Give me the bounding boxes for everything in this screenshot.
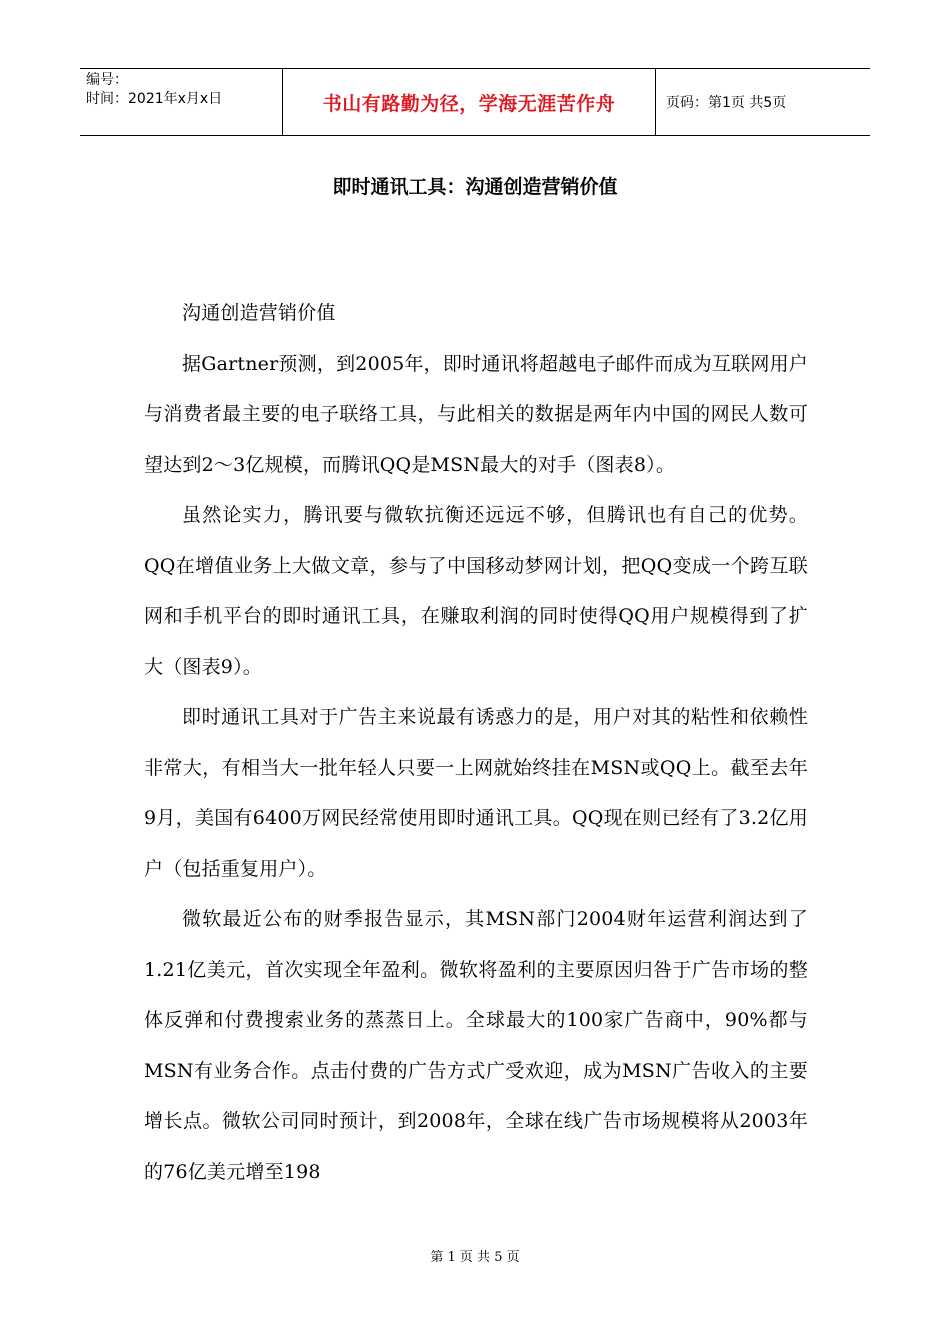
document-body: [144, 288, 808, 1197]
body-paragraph: 沟通创造营销价值: [182, 302, 336, 324]
header-meta: [80, 69, 282, 135]
body-paragraph: 微软最近公布的财季报告显示，其MSN部门2004财年运营利润达到了1.21亿美元，首次实现全年盈利。微软将盈利的主要原因归咎于广告市场的整体反弹和付费搜索业务的蒸蒸日上。全球最大的100家广告商中，90%都与MSN有业务合作。点击付费的广告方式广受欢迎，成为MSN广告收入的主要增长点。微软公司同时预计，到2008年，全球在线广告市场规模将从2003年的76亿美元增至198: [144, 908, 808, 1183]
document-number-label: 编号：: [86, 72, 128, 88]
page-footer: 第 1 页 共 5 页: [430, 1250, 520, 1265]
header-motto: 书山有路勤为径，学海无涯苦作舟: [282, 69, 656, 135]
document-title: 即时通讯工具：沟通创造营销价值: [332, 176, 618, 198]
body-paragraph: 虽然论实力，腾讯要与微软抗衡还远远不够，但腾讯也有自己的优势。QQ在增值业务上大做文章，参与了中国移动梦网计划，把QQ变成一个跨互联网和手机平台的即时通讯工具，在赚取利润的同时使得QQ用户规模得到了扩大（图表9）。: [144, 504, 808, 678]
body-paragraph: 即时通讯工具对于广告主来说最有诱惑力的是，用户对其的粘性和依赖性非常大，有相当大一批年轻人只要一上网就始终挂在MSN或QQ上。截至去年9月，美国有6400万网民经常使用即时通讯工具。QQ现在则已经有了3.2亿用户（包括重复用户）。: [144, 706, 808, 880]
page-header: [80, 68, 870, 136]
header-page-info: 页码：第1页 共5页: [666, 95, 787, 111]
body-paragraph: 据Gartner预测，到2005年，即时通讯将超越电子邮件而成为互联网用户与消费者最主要的电子联络工具，与此相关的数据是两年内中国的网民人数可望达到2～3亿规模，而腾讯QQ是MSN最大的对手（图表8）。: [144, 352, 808, 476]
document-date: 时间：2021年x月x日: [86, 91, 223, 107]
